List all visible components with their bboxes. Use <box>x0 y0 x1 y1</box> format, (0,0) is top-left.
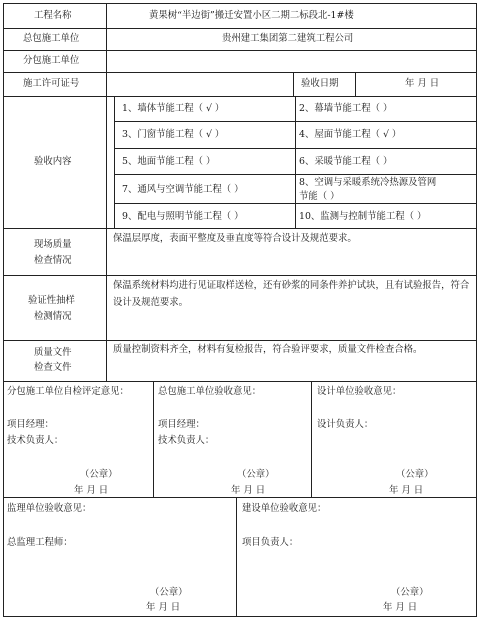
row-divider <box>3 50 477 51</box>
design-date: 年 月 日 <box>389 485 424 496</box>
owner-opinion-title: 建设单位验收意见： <box>242 503 327 514</box>
item-lighting: 9、配电与照明节能工程（ ） <box>122 211 244 222</box>
verification-text: 保温系统材料均进行见证取样送检，还有砂浆的同条件养护试块，且有试验报告，符合设计及规范要求。 <box>113 280 470 308</box>
item-ventilation: 7、通风与空调节能工程（ ） <box>122 184 244 195</box>
supervision-date: 年 月 日 <box>146 602 181 613</box>
supervision-seal: （公章） <box>150 587 188 598</box>
verification-label-1: 验证性抽样 <box>28 295 75 306</box>
permit-no-label: 施工许可证号 <box>23 78 80 89</box>
item-wall: 1、墙体节能工程（ √ ） <box>122 103 225 114</box>
general-date: 年 月 日 <box>231 485 266 496</box>
general-seal: （公章） <box>237 469 275 480</box>
row-divider <box>3 228 477 229</box>
items-frame-left <box>114 96 115 228</box>
item-floor: 5、地面节能工程（ ） <box>122 156 216 167</box>
opinion-divider <box>236 497 237 617</box>
subcontractor-tech: 技术负责人： <box>7 435 64 446</box>
owner-seal: （公章） <box>391 587 429 598</box>
row-divider <box>3 72 477 73</box>
project-name-value: 黄果树“半边街”搬迁安置小区二期二标段北-1#楼 <box>149 10 354 21</box>
subcontractor-pm: 项目经理： <box>7 419 54 430</box>
design-lead: 设计负责人： <box>317 419 374 430</box>
item-curtain-wall: 2、幕墙节能工程（ ） <box>299 103 393 114</box>
permit-divider <box>293 72 294 96</box>
design-opinion-title: 设计单位验收意见： <box>317 386 402 397</box>
quality-docs-label-1: 质量文件 <box>34 347 72 358</box>
subcontractor-seal: （公章） <box>80 469 118 480</box>
opinion-divider <box>153 381 154 497</box>
site-quality-label-1: 现场质量 <box>34 239 72 250</box>
acceptance-date-label: 验收日期 <box>301 78 339 89</box>
acceptance-content-label: 验收内容 <box>34 156 72 167</box>
general-opinion-title: 总包施工单位验收意见： <box>158 386 262 397</box>
row-divider <box>3 275 477 276</box>
supervision-opinion-title: 监理单位验收意见： <box>7 503 92 514</box>
owner-project-lead: 项目负责人： <box>242 537 299 548</box>
verification-label-2: 检测情况 <box>34 311 72 322</box>
site-quality-label-2: 检查情况 <box>34 255 72 266</box>
quality-docs-label-2: 检查文件 <box>34 362 72 373</box>
quality-docs-text: 质量控制资料齐全，材料有复检报告，符合验评要求，质量文件检查合格。 <box>113 344 423 355</box>
item-monitoring: 10、监测与控制节能工程（ ） <box>299 211 427 222</box>
item-heating: 6、采暖节能工程（ ） <box>299 156 393 167</box>
row-divider <box>3 96 477 97</box>
border-bottom <box>3 616 477 617</box>
general-contractor-value: 贵州建工集团第二建筑工程公司 <box>222 33 354 44</box>
design-seal: （公章） <box>396 469 434 480</box>
opinion-divider <box>311 381 312 497</box>
border-top <box>3 3 477 4</box>
general-pm: 项目经理： <box>158 419 205 430</box>
items-mid-divider <box>295 96 296 228</box>
row-divider <box>3 340 477 341</box>
row-divider <box>3 497 477 498</box>
project-name-label: 工程名称 <box>34 10 72 21</box>
subcontractor-label: 分包施工单位 <box>23 55 80 66</box>
general-contractor-label: 总包施工单位 <box>23 33 80 44</box>
acceptance-date-value: 年 月 日 <box>405 78 440 89</box>
row-divider <box>3 28 477 29</box>
item-hvac-source-line2: 节能（ ） <box>299 191 340 202</box>
label-col-divider <box>106 3 107 381</box>
permit-divider <box>355 72 356 96</box>
item-doors-windows: 3、门窗节能工程（ √ ） <box>122 129 225 140</box>
subcontractor-opinion-title: 分包施工单位自检评定意见： <box>7 386 129 397</box>
site-quality-text: 保温层厚度，表面平整度及垂直度等符合设计及规范要求。 <box>113 233 357 244</box>
general-tech: 技术负责人： <box>158 435 215 446</box>
subcontractor-date: 年 月 日 <box>74 485 109 496</box>
row-divider <box>3 381 477 382</box>
owner-date: 年 月 日 <box>383 602 418 613</box>
chief-supervisor: 总监理工程师： <box>7 537 73 548</box>
item-hvac-source-line1: 8、空调与采暖系统冷热源及管网 <box>299 177 437 188</box>
item-roof: 4、屋面节能工程（ √ ） <box>299 129 402 140</box>
